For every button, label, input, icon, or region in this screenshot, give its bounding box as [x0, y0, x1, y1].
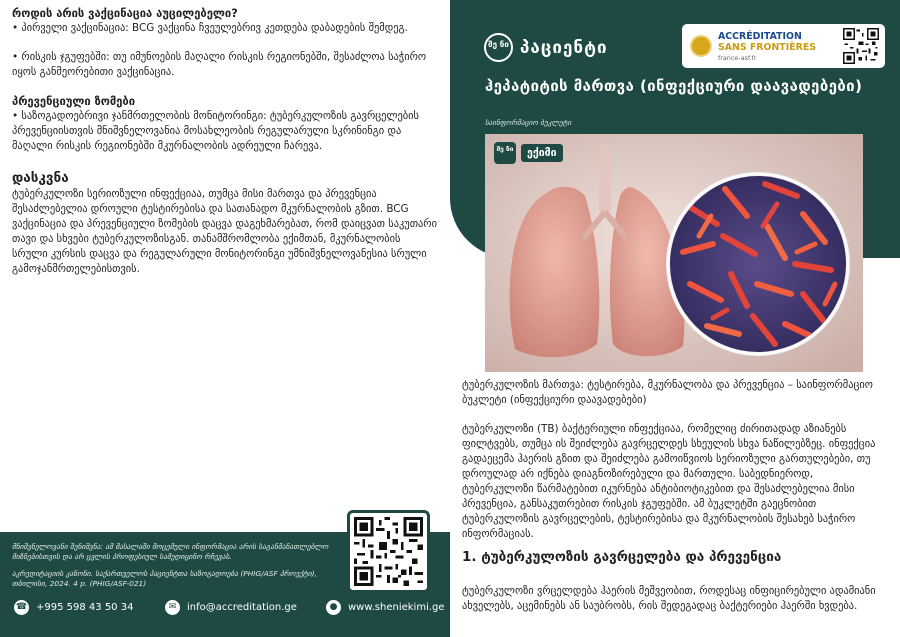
accreditation-line-2: SANS FRONTIÈRES — [718, 42, 816, 53]
vaccine-heading: როდის არის ვაქცინაცია აუცილებელი? — [12, 7, 238, 20]
hero-image — [485, 134, 863, 372]
contact-website[interactable] — [326, 600, 445, 615]
hero-brand-mark: შე ნი — [494, 142, 516, 164]
contacts-bar — [0, 594, 450, 624]
accreditation-url: france-asf.fr — [718, 54, 757, 62]
disclaimer-block — [12, 542, 330, 589]
phone-icon: ☎ — [14, 600, 29, 615]
brand-name: პაციენტი — [520, 37, 608, 58]
hero-brand-name: ექიმი — [521, 144, 563, 162]
email-icon: ✉ — [165, 600, 180, 615]
qr-code — [347, 510, 430, 593]
accreditation-line-1: ACCRÉDITATION — [718, 31, 802, 42]
prevention-bullet: • საზოგადოებრივი ჯანმრთელობის მონიტორინგი: ტუბერკულოზის გავრცელების პრევენციისთვის მნიშვნელოვანია მოსახლეობის რეგულარული სკრინინგი და მაღალი რისკის რეგიონებში მკურნალობის ადრეული ჩარევა. — [12, 110, 419, 152]
copyright-text: აკრედიტაციის კანონი. საქართველოს პაციენტთა საზოგადოება (PHIG/ASF პროექტი), თბილისი, 2024. 4 p. (PHIG/ASF-021) — [12, 569, 317, 588]
prevention-heading: პრევენციული ზომები — [12, 95, 136, 108]
intro-paragraph: ტუბერკულოზი (TB) ბაქტერიული ინფექციაა, რომელიც ძირითადად აზიანებს ფილტვებს, თუმცა ის შეიძლება გავრცელდეს სხეულის სხვა ნაწილებზეც. ინფექცია გადაეცემა ჰაერის გზით და შეიძლება გამოიწვიოს სერიოზული გართულებები, თუ დროულად არ იქნება დიაგნოზირებული და მართული. საბედნიეროდ, ტუბერკულოზი წარმატებით იკურნება ანტიბიოტიკებით და შესაძლებელია მისი პრევენცია, განსაკუთრებით რისკის ჯგუფებში. ამ ბუკლეტში გაეცნობით ტუბერკულოზის გავრცელების, ტესტირებისა და მკურნალობის შესახებ საჭირო ინფორმაციას. — [462, 423, 876, 540]
email-address: info@accreditation.ge — [187, 602, 297, 613]
qr-code-image — [354, 517, 423, 586]
document-title: ჰეპატიტის მართვა (ინფექციური დაავადებები) — [485, 78, 863, 95]
contact-phone[interactable] — [14, 600, 133, 615]
brand-mark: შე ნი — [484, 33, 513, 62]
vaccine-bullet-2: • რისკის ჯგუფებში: თუ იმუნოების მაღალი რისკის რეგიონებში, შესაძლოა საჭირო იყოს განმეორებითი ვაქცინაცია. — [12, 51, 427, 78]
left-page-body — [12, 6, 437, 277]
accreditation-qr-code — [843, 28, 879, 64]
website-url: www.sheniekimi.ge — [348, 602, 445, 613]
left-footer — [0, 532, 450, 637]
tuberculosis-illustration — [485, 134, 863, 372]
section-1-heading: 1. ტუბერკულოზის გავრცელება და პრევენცია — [462, 549, 782, 565]
brand-logo — [484, 33, 608, 62]
vaccine-bullet-1: • პირველი ვაქცინაცია: BCG ვაქცინა ჩვეულებრივ კეთდება დაბადების შემდეგ. — [12, 22, 408, 34]
disclaimer-text: მნიშვნელოვანი შენიშვნა: ამ მასალაში მოცემული ინფორმაცია არის საგანმანათლებლო მიზნებისთვის და არ ცვლის პროფესიულ სამედიცინო რჩევას. — [12, 542, 329, 561]
image-caption: ტუბერკულოზის მართვა: ტესტირება, მკურნალობა და პრევენცია – საინფორმაციო ბუკლეტი (ინფექციური დაავადებები) — [462, 379, 873, 406]
conclusion-heading: დასკვნა — [12, 170, 69, 186]
section-1-text: ტუბერკულოზი ვრცელდება ჰაერის მეშვეობით, როდესაც ინფიცირებული ადამიანი ახველებს, აცემინებს ან საუბრობს, რის შედეგადაც ბაქტერიები ჰაერში ხვდება. — [462, 585, 876, 612]
phone-number: +995 598 43 50 34 — [36, 602, 134, 613]
location-pin-icon: ● — [326, 600, 341, 615]
document-subtitle: საინფორმაციო ბუკლეტი — [485, 118, 572, 127]
contact-email[interactable] — [165, 600, 297, 615]
accreditation-logo-icon — [690, 35, 712, 57]
conclusion-text: ტუბერკულოზი სერიოზული ინფექციაა, თუმცა მისი მართვა და პრევენცია შესაძლებელია დროული ტესტირებისა და სათანადო მკურნალობის გზით. BCG ვაქცინაცია და პრევენციული ზომების დაცვა დაგეხმარებათ, რომ დაიცვათ საკუთარი თავი და სხვები ტუბერკულოზისგან. თანამშრომლობა ექიმთან, მკურნალობის სრული კურსის დაცვა და რეგულარული მონიტორინგი უმნიშვნელოვანესია სრული გამოჯანმრთელებისთვის. — [12, 188, 437, 275]
right-page — [450, 0, 900, 637]
hero-brand — [494, 142, 563, 164]
accreditation-badge — [682, 24, 885, 68]
